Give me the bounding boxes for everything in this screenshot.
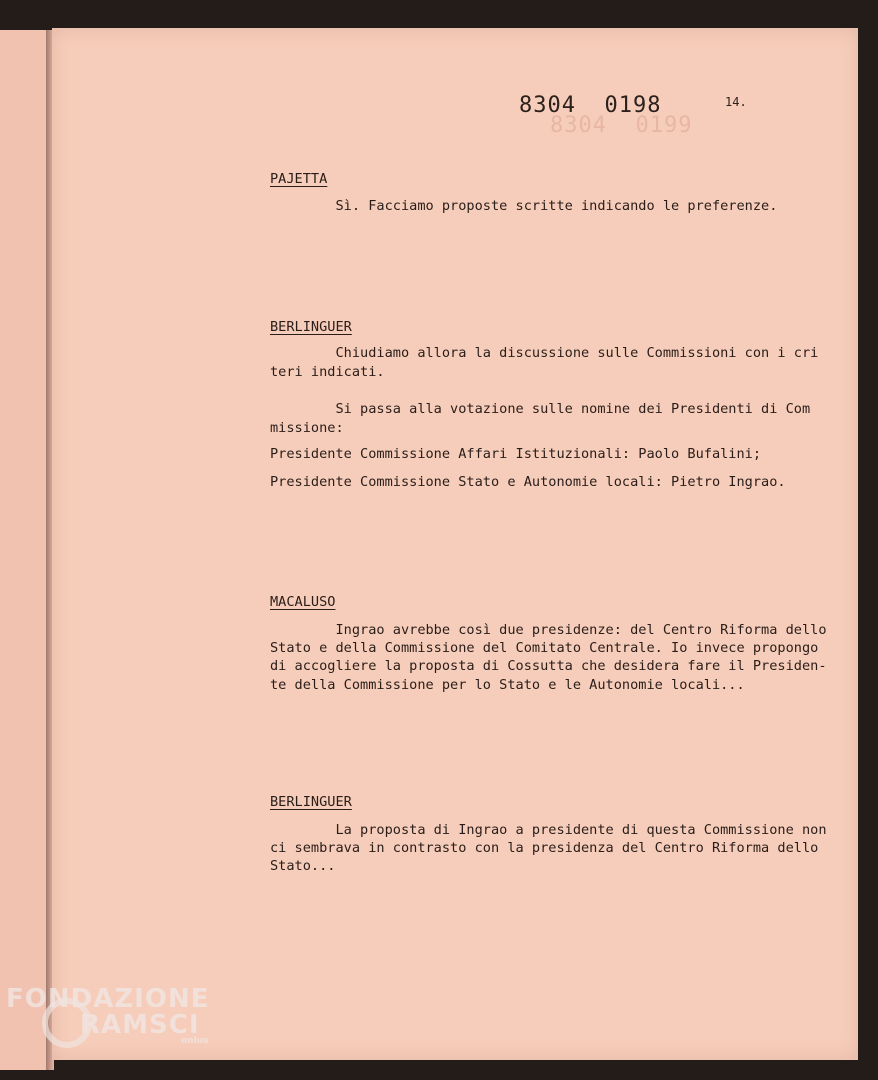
berlinguer2-line-2: ci sembrava in contrasto con la presidenza del Centro Riforma dello [270,840,819,856]
watermark-line-3: onlus [181,1036,209,1046]
document-number: 8304 0198 [519,93,662,118]
page-number: 14. [725,95,747,109]
macaluso-line-4: te della Commissione per lo Stato e le Autonomie locali... [270,677,745,693]
berlinguer1-line-6: Presidente Commissione Affari Istituzionali: Paolo Bufalini; [270,446,762,462]
bleed-through-number: 8304 0199 [550,113,693,138]
speaker-berlinguer-1: BERLINGUER [270,319,352,335]
berlinguer1-line-7: Presidente Commissione Stato e Autonomie locali: Pietro Ingrao. [270,474,786,490]
speaker-berlinguer-2: BERLINGUER [270,794,352,810]
watermark-line-2: RAMSCI [80,1010,200,1040]
macaluso-line-2: Stato e della Commissione del Comitato Centrale. Io invece propongo [270,640,819,656]
document-page [52,28,858,1060]
berlinguer1-line-2: teri indicati. [270,364,385,380]
macaluso-line-1: Ingrao avrebbe così due presidenze: del Centro Riforma dello [270,622,827,638]
speaker-pajetta: PAJETTA [270,171,328,187]
fondazione-gramsci-watermark [6,984,216,1046]
macaluso-line-3: di accogliere la proposta di Cossutta che desidera fare il Presiden- [270,658,827,674]
berlinguer1-line-5: missione: [270,420,344,436]
watermark-line-1: FONDAZIONE [6,984,210,1014]
berlinguer2-line-1: La proposta di Ingrao a presidente di questa Commissione non [270,822,827,838]
pajetta-line-1: Sì. Facciamo proposte scritte indicando le preferenze. [270,198,778,214]
left-page-edge [0,30,47,1070]
watermark-g-ring [42,998,92,1048]
berlinguer2-line-3: Stato... [270,858,336,874]
berlinguer1-line-1: Chiudiamo allora la discussione sulle Commissioni con i cri [270,345,819,361]
berlinguer1-line-4: Si passa alla votazione sulle nomine dei Presidenti di Com [270,401,811,417]
speaker-macaluso: MACALUSO [270,594,336,610]
